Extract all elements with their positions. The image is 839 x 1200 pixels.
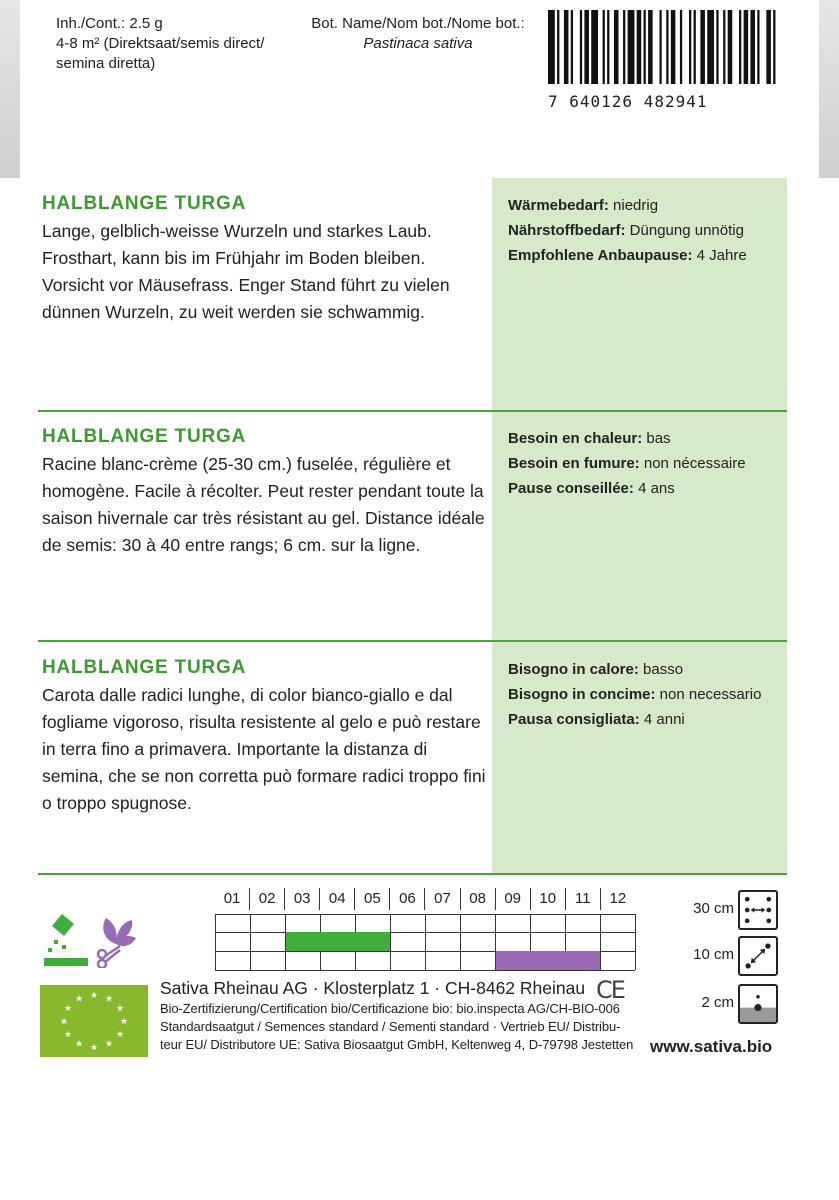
info-it — [508, 657, 783, 732]
month-label: 01 — [223, 890, 241, 907]
section-fr — [42, 426, 492, 559]
svg-text:★: ★ — [63, 1003, 73, 1013]
section-de — [42, 193, 492, 326]
sowing-depth-value: 2 cm — [701, 994, 734, 1011]
company-info — [160, 976, 650, 1054]
month-label: 07 — [424, 888, 459, 910]
month-label: 02 — [249, 888, 284, 910]
website-link[interactable]: www.sativa.bio — [650, 1037, 773, 1056]
info-line: Pause conseillée: 4 ans — [508, 480, 675, 497]
calendar-col-line — [460, 914, 461, 970]
svg-text:★: ★ — [74, 993, 84, 1004]
section-divider — [38, 410, 787, 412]
month-label: 09 — [495, 888, 530, 910]
sowing-icon — [40, 912, 90, 970]
info-fr — [508, 426, 783, 501]
row-spacing — [682, 890, 792, 930]
svg-text:★: ★ — [119, 1016, 129, 1026]
section-title: HALBLANGE TURGA — [42, 657, 247, 678]
sowing-area-cont: semina diretta) — [56, 55, 156, 72]
sowing-depth-icon — [738, 984, 778, 1024]
month-label: 05 — [354, 888, 389, 910]
info-line: Pausa consigliata: 4 anni — [508, 711, 685, 728]
calendar-col-line — [425, 914, 426, 970]
svg-text:★: ★ — [63, 1029, 73, 1039]
sowing-period-bar — [286, 932, 390, 951]
distribution-line-cont: teur EU/ Distributore UE: Sativa Biosaatgut GmbH, Keltenweg 4, D-79798 Jestetten — [160, 1037, 634, 1052]
sowing-depth — [682, 984, 792, 1024]
month-label: 10 — [530, 888, 565, 910]
harvest-icon — [94, 910, 138, 968]
svg-text:★: ★ — [89, 990, 99, 1000]
calendar-col-line — [215, 914, 216, 970]
row-spacing-icon — [738, 890, 778, 930]
info-line: Nährstoffbedarf: Düngung unnötig — [508, 222, 744, 239]
info-line: Besoin en chaleur: bas — [508, 430, 671, 447]
month-label: 03 — [284, 888, 319, 910]
section-title: HALBLANGE TURGA — [42, 426, 247, 447]
botanical-name: Pastinaca sativa — [363, 35, 473, 52]
month-label: 04 — [319, 888, 354, 910]
info-line: Empfohlene Anbaupause: 4 Jahre — [508, 247, 747, 264]
info-line: Bisogno in calore: basso — [508, 661, 684, 678]
botanical-info — [300, 14, 536, 54]
botanical-label: Bot. Name/Nom bot./Nome bot.: — [311, 15, 525, 32]
distribution-line: Standardsaatgut / Semences standard / Sementi standard · Vertrieb EU/ Distribu- — [160, 1019, 621, 1034]
bottom-divider — [38, 873, 787, 875]
calendar-row-line — [215, 970, 635, 971]
svg-text:★: ★ — [59, 1016, 69, 1026]
svg-text:★: ★ — [74, 1038, 84, 1049]
calendar-col-line — [600, 914, 601, 970]
calendar-col-line — [635, 914, 636, 970]
sowing-area: 4-8 m² (Direktsaat/semis direct/ — [56, 35, 265, 52]
month-label: 11 — [565, 888, 600, 910]
section-text: Racine blanc-crème (25-30 cm.) fuselée, régulière et homogène. Facile à récolter. Peut rester pendant toute la saison hivernale car très résistant au gel. Distance idéale de semis: 30 à 40 entre rangs; 6 cm. sur la ligne. — [42, 454, 485, 555]
svg-text:★: ★ — [115, 1029, 125, 1039]
sowing-calendar — [215, 888, 635, 970]
content-info — [56, 14, 296, 74]
month-label: 12 — [600, 888, 635, 910]
section-text: Lange, gelblich-weisse Wurzeln und starkes Laub. Frosthart, kann bis im Frühjahr im Boden bleiben. Vorsicht vor Mäusefrass. Enger Stand führt zu vielen dünnen Wurzeln, zu weit werden sie schwammig. — [42, 221, 450, 322]
month-label: 06 — [389, 888, 424, 910]
plant-spacing — [682, 936, 792, 976]
content-amount: Inh./Cont.: 2.5 g — [56, 15, 163, 32]
svg-text:★: ★ — [104, 1038, 114, 1049]
plant-spacing-icon — [738, 936, 778, 976]
harvest-period-bar — [496, 951, 600, 970]
barcode-number: 7 640126 482941 — [548, 92, 708, 111]
section-divider — [38, 640, 787, 642]
info-line: Besoin en fumure: non nécessaire — [508, 455, 746, 472]
certification-line: Bio-Zertifizierung/Certification bio/Certificazione bio: bio.inspecta AG/CH-BIO-006 — [160, 1001, 620, 1016]
svg-text:★: ★ — [115, 1003, 125, 1013]
info-de — [508, 193, 783, 268]
svg-text:★: ★ — [104, 993, 114, 1004]
svg-text:★: ★ — [89, 1042, 99, 1052]
info-line: Wärmebedarf: niedrig — [508, 197, 659, 214]
ce-mark: CE — [596, 976, 624, 1004]
barcode — [548, 10, 780, 111]
calendar-col-line — [250, 914, 251, 970]
section-title: HALBLANGE TURGA — [42, 193, 247, 214]
info-panel — [492, 178, 787, 873]
info-line: Bisogno in concime: non necessario — [508, 686, 762, 703]
row-spacing-value: 30 cm — [693, 900, 734, 917]
eu-organic-logo — [40, 985, 148, 1057]
month-label: 08 — [460, 888, 495, 910]
plant-spacing-value: 10 cm — [693, 946, 734, 963]
calendar-col-line — [390, 914, 391, 970]
barcode-bars — [548, 10, 780, 84]
section-text: Carota dalle radici lunghe, di color bianco-giallo e dal fogliame vigoroso, risulta resistente al gelo e può restare in terra fino a primavera. Importante la distanza di semina, che se non corretta può formare radici troppo fini o troppo spugnose. — [42, 685, 486, 813]
section-it — [42, 657, 492, 817]
company-address: Sativa Rheinau AG · Klosterplatz 1 · CH-8462 Rheinau — [160, 978, 586, 998]
calendar-months — [215, 888, 635, 910]
